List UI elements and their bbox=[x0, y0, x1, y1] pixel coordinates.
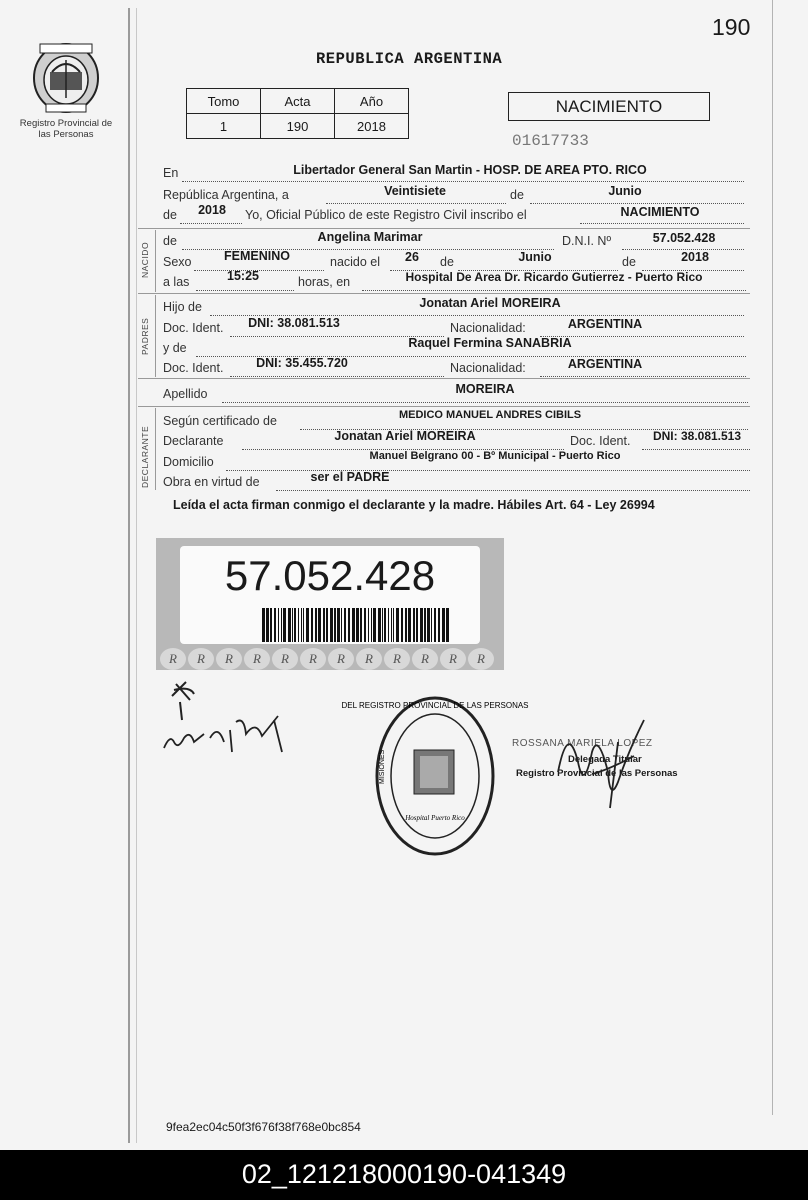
official-title: Delegada Titular bbox=[568, 754, 642, 765]
birth-day-value: 26 bbox=[405, 250, 419, 264]
section-rule bbox=[155, 230, 156, 292]
barcode-bar bbox=[396, 608, 399, 642]
registry-caption: Registro Provincial de las Personas bbox=[19, 118, 113, 140]
event-value: NACIMIENTO bbox=[620, 205, 700, 219]
father-value: Jonatan Ariel MOREIRA bbox=[419, 296, 561, 310]
label-nacido: nacido el bbox=[330, 255, 381, 269]
label-a-las: a las bbox=[163, 275, 190, 289]
by-virtue-value: ser el PADRE bbox=[310, 470, 390, 484]
barcode-bar bbox=[341, 608, 342, 642]
security-pattern-cell: R bbox=[300, 648, 326, 670]
barcode-bar bbox=[303, 608, 304, 642]
country-title: REPUBLICA ARGENTINA bbox=[316, 50, 503, 68]
dni-value: 57.052.428 bbox=[652, 231, 716, 245]
security-pattern-cell: R bbox=[272, 648, 298, 670]
dotted-line bbox=[196, 289, 294, 291]
barcode-bar bbox=[431, 608, 432, 642]
official-signature bbox=[548, 712, 658, 812]
birth-year-value: 2018 bbox=[681, 250, 709, 264]
section-divider bbox=[138, 406, 750, 407]
anio-header: Año bbox=[335, 89, 409, 114]
barcode-bar bbox=[424, 608, 426, 642]
anio-value: 2018 bbox=[335, 114, 409, 139]
label-republica: República Argentina, a bbox=[163, 188, 289, 202]
barcode-bar bbox=[274, 608, 276, 642]
barcode-bar bbox=[352, 608, 355, 642]
security-pattern-cell: R bbox=[468, 648, 494, 670]
security-pattern-cell: R bbox=[216, 648, 242, 670]
label-horas: horas, en bbox=[298, 275, 351, 289]
barcode-bar bbox=[344, 608, 346, 642]
mother-dni-value: DNI: 35.455.720 bbox=[256, 356, 348, 370]
barcode-bar bbox=[288, 608, 291, 642]
barcode-bar bbox=[393, 608, 394, 642]
declarant-value: Jonatan Ariel MOREIRA bbox=[334, 429, 476, 443]
barcode-bar bbox=[292, 608, 293, 642]
label-declarante: Declarante bbox=[163, 434, 224, 448]
barcode-bar bbox=[378, 608, 381, 642]
barcode-bar bbox=[323, 608, 325, 642]
barcode-bar bbox=[420, 608, 423, 642]
official-stamp bbox=[341, 692, 529, 860]
closing-note: Leída el acta firman conmigo el declarante y la madre. Hábiles Art. 64 - Ley 26994 bbox=[173, 498, 655, 512]
label-nacionalidad: Nacionalidad: bbox=[450, 361, 526, 375]
official-name: ROSSANA MARIELA LOPEZ bbox=[512, 738, 653, 749]
barcode-bar bbox=[283, 608, 286, 642]
barcode-number: 57.052.428 bbox=[224, 552, 436, 599]
barcode-bar bbox=[360, 608, 362, 642]
label-de: de bbox=[510, 188, 524, 202]
barcode-bar bbox=[373, 608, 376, 642]
barcode-bar bbox=[281, 608, 282, 642]
page-edge bbox=[128, 8, 130, 1143]
barcode-bar bbox=[371, 608, 372, 642]
dotted-line bbox=[182, 180, 744, 182]
barcode-bar bbox=[405, 608, 407, 642]
label-de-anio: de bbox=[622, 255, 636, 269]
section-divider bbox=[138, 228, 750, 229]
document-hash: 9fea2ec04c50f3f676f38f768e0bc854 bbox=[166, 1120, 361, 1134]
barcode-bar bbox=[356, 608, 359, 642]
address-value: Manuel Belgrano 00 - Bº Municipal - Puerto Rico bbox=[369, 450, 621, 462]
security-pattern-cell: R bbox=[440, 648, 466, 670]
barcode-bar bbox=[434, 608, 436, 642]
security-pattern-cell: R bbox=[328, 648, 354, 670]
barcode-bar bbox=[408, 608, 411, 642]
dotted-line bbox=[230, 375, 444, 377]
section-divider bbox=[138, 293, 750, 294]
footer-id-bar bbox=[0, 1150, 808, 1200]
label-de-person: de bbox=[163, 234, 177, 248]
security-pattern-cell: R bbox=[412, 648, 438, 670]
dotted-line bbox=[326, 202, 506, 204]
label-dni: D.N.I. Nº bbox=[562, 234, 612, 248]
side-label-padres: PADRES bbox=[140, 317, 150, 355]
label-yo: Yo, Oficial Público de este Registro Civil inscribo el bbox=[245, 208, 527, 222]
registry-table bbox=[186, 88, 409, 139]
father-dni-value: DNI: 38.081.513 bbox=[248, 316, 340, 330]
security-pattern-cell: R bbox=[160, 648, 186, 670]
section-rule bbox=[155, 295, 156, 377]
security-pattern-cell: R bbox=[384, 648, 410, 670]
barcode-bar bbox=[427, 608, 430, 642]
acta-value: 190 bbox=[261, 114, 335, 139]
section-rule bbox=[155, 408, 156, 490]
barcode-bar bbox=[368, 608, 369, 642]
barcode-sticker bbox=[156, 538, 504, 670]
official-office: Registro Provincial de las Personas bbox=[516, 768, 678, 779]
section-divider bbox=[138, 378, 750, 379]
security-pattern bbox=[160, 648, 500, 670]
barcode-bars bbox=[262, 608, 452, 642]
tomo-value: 1 bbox=[187, 114, 261, 139]
barcode-bar bbox=[388, 608, 389, 642]
barcode-bar bbox=[278, 608, 279, 642]
label-hijo-de: Hijo de bbox=[163, 300, 202, 314]
stamp-left-text: MISIONES bbox=[379, 749, 386, 784]
barcode-bar bbox=[401, 608, 403, 642]
label-y-de: y de bbox=[163, 341, 187, 355]
barcode-bar bbox=[442, 608, 445, 642]
province-emblem-icon bbox=[30, 38, 102, 116]
barcode-bar bbox=[318, 608, 321, 642]
barcode-bar bbox=[337, 608, 340, 642]
sex-value: FEMENINO bbox=[224, 249, 290, 263]
label-domicilio: Domicilio bbox=[163, 455, 214, 469]
day-words-value: Veintisiete bbox=[384, 184, 446, 198]
barcode-bar bbox=[330, 608, 333, 642]
barcode-bar bbox=[298, 608, 299, 642]
label-en: En bbox=[163, 166, 179, 180]
dotted-line bbox=[530, 202, 744, 204]
dotted-line bbox=[180, 222, 242, 224]
surname-value: MOREIRA bbox=[455, 382, 515, 396]
barcode-bar bbox=[364, 608, 366, 642]
stamp-ring-text: DEL REGISTRO PROVINCIAL DE LAS PERSONAS bbox=[341, 701, 529, 710]
barcode-bar bbox=[334, 608, 336, 642]
footer-id: 02_121218000190-041349 bbox=[241, 1159, 567, 1189]
certificate-value: MEDICO MANUEL ANDRES CIBILS bbox=[398, 409, 582, 421]
barcode-bar bbox=[301, 608, 302, 642]
barcode-bar bbox=[294, 608, 296, 642]
birth-place-value: Hospital De Area Dr. Ricardo Gutierrez - Puerto Rico bbox=[405, 270, 703, 284]
label-doc-ident2: Doc. Ident. bbox=[570, 434, 631, 448]
dotted-line bbox=[362, 289, 746, 291]
barcode-bar bbox=[413, 608, 415, 642]
barcode-bar bbox=[315, 608, 317, 642]
barcode-bar bbox=[384, 608, 386, 642]
label-segun: Según certificado de bbox=[163, 414, 277, 428]
mother-nationality-value: ARGENTINA bbox=[567, 357, 643, 371]
declarant-dni-value: DNI: 38.081.513 bbox=[652, 429, 742, 443]
dotted-line bbox=[540, 375, 746, 377]
barcode-bar bbox=[262, 608, 265, 642]
time-value: 15:25 bbox=[227, 269, 259, 283]
label-de-mes: de bbox=[440, 255, 454, 269]
security-pattern-cell: R bbox=[356, 648, 382, 670]
barcode-bar bbox=[326, 608, 328, 642]
barcode-bar bbox=[266, 608, 269, 642]
name-value: Angelina Marimar bbox=[317, 230, 423, 244]
side-label-declarante: DECLARANTE bbox=[140, 425, 150, 488]
security-pattern-cell: R bbox=[244, 648, 270, 670]
side-label-nacido: NACIDO bbox=[140, 241, 150, 278]
mother-value: Raquel Fermina SANABRIA bbox=[408, 336, 572, 350]
page-edge bbox=[136, 8, 137, 1143]
acta-header: Acta bbox=[261, 89, 335, 114]
place-value: Libertador General San Martin - HOSP. DE AREA PTO. RICO bbox=[293, 163, 647, 177]
dotted-line bbox=[222, 401, 748, 403]
label-sexo: Sexo bbox=[163, 255, 192, 269]
page-edge bbox=[772, 0, 773, 1115]
barcode-bar bbox=[438, 608, 440, 642]
barcode-bar bbox=[306, 608, 309, 642]
barcode-bar bbox=[348, 608, 350, 642]
label-doc-ident: Doc. Ident. bbox=[163, 361, 224, 375]
month-value: Junio bbox=[608, 184, 642, 198]
birth-month-value: Junio bbox=[518, 250, 552, 264]
tomo-header: Tomo bbox=[187, 89, 261, 114]
label-nacionalidad: Nacionalidad: bbox=[450, 321, 526, 335]
label-doc-ident: Doc. Ident. bbox=[163, 321, 224, 335]
barcode-bar bbox=[311, 608, 313, 642]
barcode-bar bbox=[382, 608, 383, 642]
barcode-bar bbox=[446, 608, 449, 642]
document-type: NACIMIENTO bbox=[508, 92, 710, 121]
dotted-line bbox=[580, 222, 744, 224]
label-apellido: Apellido bbox=[163, 387, 208, 401]
label-obra: Obra en virtud de bbox=[163, 475, 260, 489]
serial-number: 01617733 bbox=[512, 132, 589, 150]
label-de2: de bbox=[163, 208, 177, 222]
barcode-label bbox=[180, 546, 480, 644]
father-nationality-value: ARGENTINA bbox=[567, 317, 643, 331]
security-pattern-cell: R bbox=[188, 648, 214, 670]
page-number: 190 bbox=[712, 14, 751, 40]
year-value: 2018 bbox=[198, 203, 226, 217]
stamp-inner-text: Hospital Puerto Rico bbox=[405, 814, 465, 822]
declarant-signature bbox=[160, 676, 300, 756]
barcode-bar bbox=[416, 608, 418, 642]
dotted-line bbox=[276, 489, 750, 491]
barcode-bar bbox=[270, 608, 272, 642]
barcode-bar bbox=[391, 608, 392, 642]
